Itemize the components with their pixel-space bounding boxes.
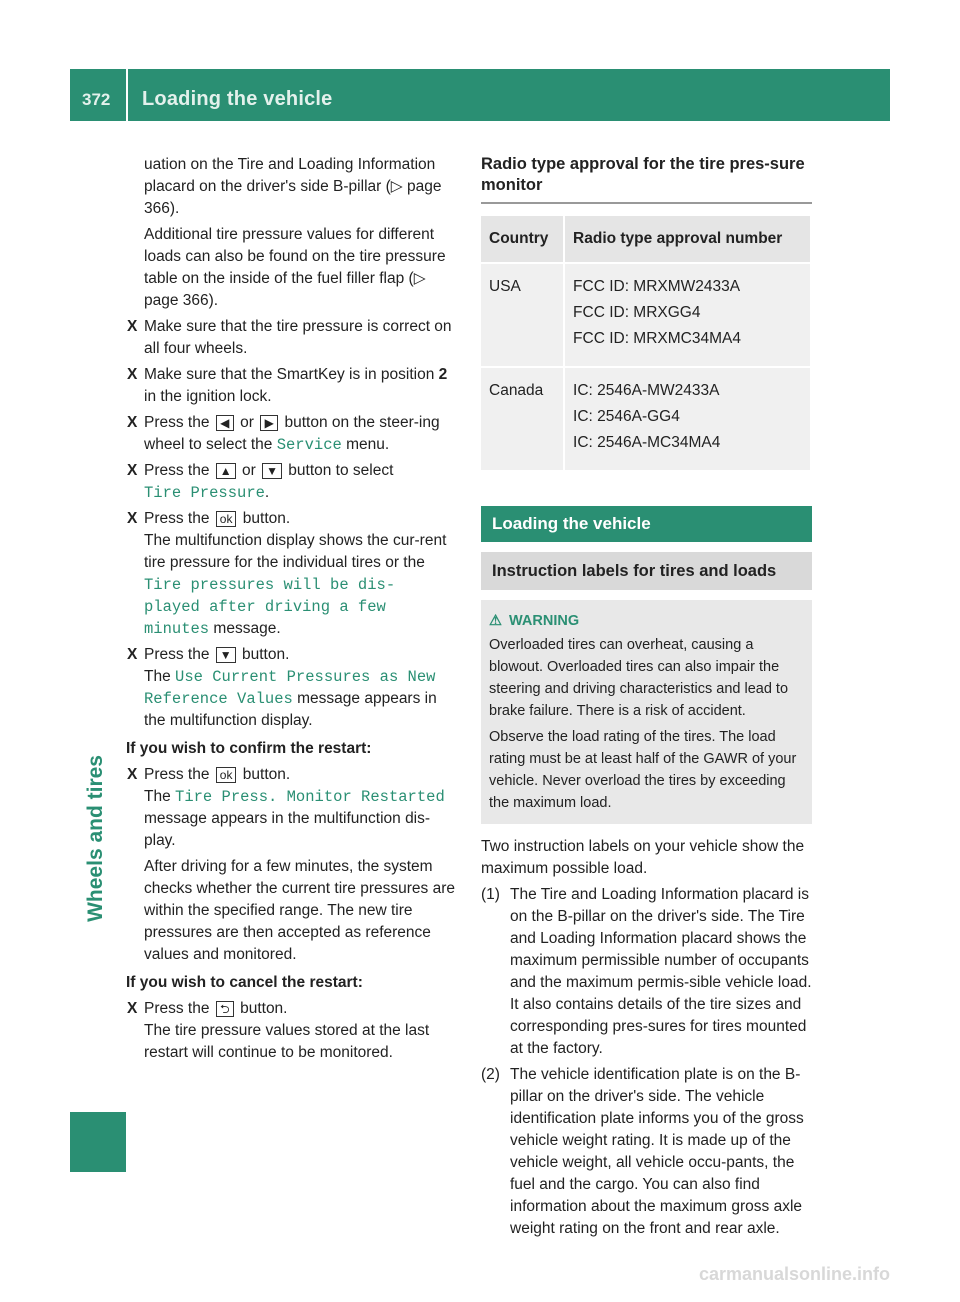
back-button-icon: ⮌ [216,1001,234,1017]
list-item-number: (2) [481,1066,500,1083]
left-arrow-button-icon: ◀ [216,415,234,431]
ok-button-icon: ok [216,511,237,527]
right-arrow-button-icon: ▶ [260,415,278,431]
step-check-pressure: X Make sure that the tire pressure is correct on all four wheels. [127,318,452,357]
left-column [126,154,460,1068]
warning-box [481,600,812,824]
header-divider [126,69,128,121]
list-item [481,884,812,1060]
list-item [481,1064,812,1240]
page-number: 372 [82,90,111,109]
radio-approval-table [481,216,812,470]
display-message-text: Tire pressures will be dis‑ played after driving a few minutes [144,576,396,638]
step-marker-icon: X [127,414,138,431]
table-header-country: Country [481,216,564,263]
list-item-number: (1) [481,886,500,903]
restart-explanation: After driving for a few minutes, the system checks whether the current tire pressures are within the specified range. The new tire pressures are then accepted as reference values and monitored. [144,858,455,963]
intro-paragraph-2: Additional tire pressure values for different loads can also be found on the tire pressure table on the inside of the fuel filler flap (▷ page 366). [144,226,446,309]
step-marker-icon: X [127,318,138,335]
table-cell-numbers: IC: 2546A-MW2433A IC: 2546A-GG4 IC: 2546A-MC34MA4 [564,367,811,470]
section-title: Loading the vehicle [481,506,812,542]
ok-button-icon: ok [216,767,237,783]
step-marker-icon: X [127,366,138,383]
table-row [481,263,811,367]
chapter-tab-label: Wheels and tires [84,755,107,922]
warning-triangle-icon: ⚠ [489,613,502,629]
display-message-text: Use Current Pressures as New Reference Values [144,668,436,708]
step-marker-icon: X [127,1000,138,1017]
watermark-url: carmanualsonline.info [698,1264,890,1284]
warning-title: WARNING [509,613,580,629]
radio-approval-title: Radio type approval for the tire pres-sure monitor [481,154,812,204]
warning-paragraph-1: Overloaded tires can overheat, causing a blowout. Overloaded tires can also impair the steering and driving characteristics and lead to brake failure. There is a risk of accident. [489,637,789,719]
up-arrow-button-icon: ▲ [216,463,236,479]
step-marker-icon: X [127,510,138,527]
table-cell-numbers: FCC ID: MRXMW2433A FCC ID: MRXGG4 FCC ID: MRXMC34MA4 [564,263,811,367]
page-title: Loading the vehicle [142,88,333,110]
subsection-title: Instruction labels for tires and loads [481,552,812,590]
table-header-row [481,216,811,263]
step-select-service: X Press the ◀ or ▶ button on the steer-ing wheel to select the Service menu. [127,414,440,454]
chapter-tab-block [70,1112,126,1172]
step-marker-icon: X [127,462,138,479]
table-header-approval: Radio type approval number [564,216,811,263]
step-press-ok: X Press the ok button. The multifunction display shows the cur-rent tire pressure for the individual tires or the Tire pressures will be dis‑ played after driving a few minutes message. [127,510,447,638]
table-cell-country: Canada [481,367,564,470]
service-menu-text: Service [276,436,342,454]
list-item-text: The Tire and Loading Information placard is on the B-pillar on the driver's side. The Tire and Loading Information placard shows the maximum permissible number of occupants and the maximum permis-sible vehicle load. It also contains details of the tire sizes and corresponding pres-sures for tires mounted at the factory. [510,886,812,1057]
tire-pressure-menu-text: Tire Pressure [144,484,265,502]
confirm-heading: If you wish to confirm the restart: [126,740,372,757]
table-cell-country: USA [481,263,564,367]
table-row [481,367,811,470]
step-marker-icon: X [127,646,138,663]
step-cancel-restart: X Press the ⮌ button. The tire pressure values stored at the last restart will continue to be monitored. [127,1000,430,1061]
intro-paragraph-1: uation on the Tire and Loading Information placard on the driver's side B-pillar (▷ page 366). [144,156,442,217]
step-confirm-restart: X Press the ok button. The Tire Press. Monitor Restarted message appears in the multifunction dis-play. After driving for a few minutes, the system checks whether the current tire pressures are within the specified range. The new tire pressures are then accepted as reference values and monitored. [126,764,460,966]
list-item-text: The vehicle identification plate is on the B-pillar on the driver's side. The vehicle identification plate informs you of the gross vehicle weight rating. It is made up of the vehicle weight, all vehicle occu-pants, the fuel and the cargo. You can also find information about the maximum gross axle weight rating on the front and rear axle. [510,1066,804,1237]
warning-paragraph-2: Observe the load rating of the tires. The load rating must be at least half of the GAWR of your vehicle. Never overload the tires by exceeding the maximum load. [489,729,797,811]
labels-intro: Two instruction labels on your vehicle show the maximum possible load. [481,838,805,877]
step-marker-icon: X [127,766,138,783]
step-select-tire-pressure: X Press the ▲ or ▼ button to select Tire Pressure. [127,462,394,502]
display-message-text: Tire Press. Monitor Restarted [175,788,445,806]
down-arrow-button-icon: ▼ [216,647,236,663]
down-arrow-button-icon: ▼ [262,463,282,479]
cancel-heading: If you wish to cancel the restart: [126,974,363,991]
step-smartkey: X Make sure that the SmartKey is in position 2 in the ignition lock. [127,366,448,405]
right-column [481,154,812,1244]
step-press-down: X Press the ▼ button. The Use Current Pressures as New Reference Values message appears in the multifunction display. [127,646,437,729]
